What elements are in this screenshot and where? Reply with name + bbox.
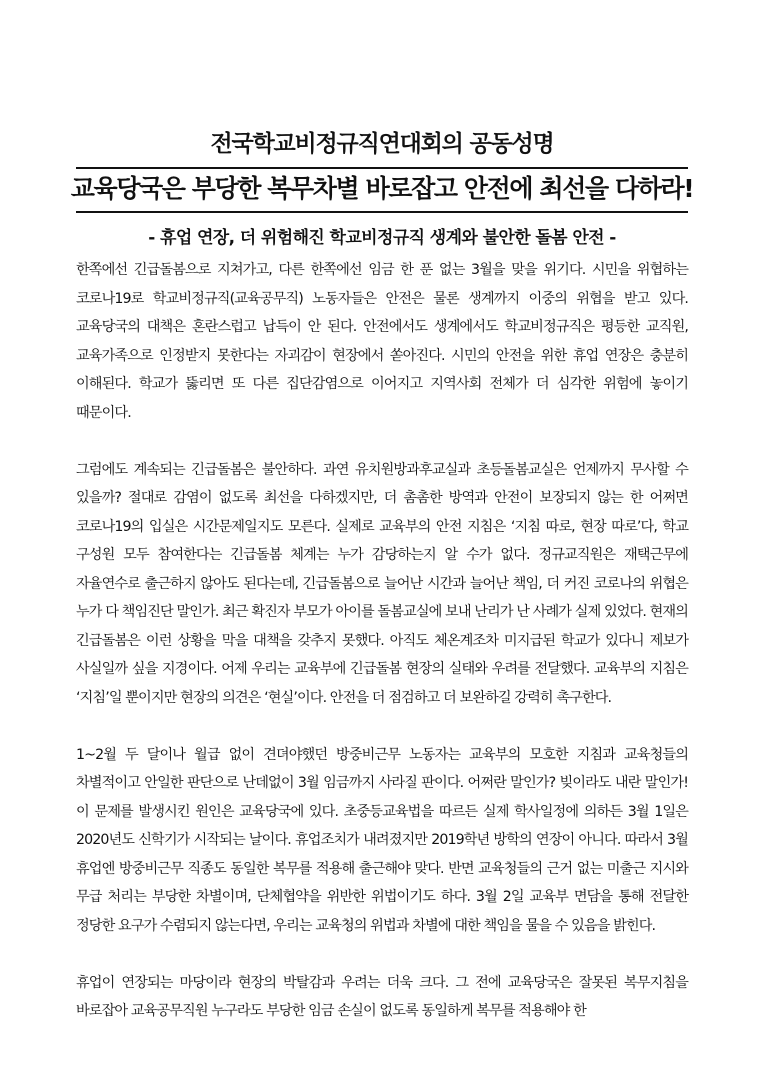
body-paragraph: 휴업이 연장되는 마당이라 현장의 박탈감과 우려는 더욱 크다. 그 전에 교육당국은 잘못된 복무지침을 바로잡아 교육공무직원 누구라도 부당한 임금 손실이 없도록 동일하게 복무를 적용해야 한 bbox=[76, 974, 688, 1019]
body-paragraph: 그럼에도 계속되는 긴급돌봄은 불안하다. 과연 유치원방과후교실과 초등돌봄교실은 언제까지 무사할 수 있을까? 절대로 감염이 없도록 최선을 다하겠지만, 더 촘촘한 방역과 안전이 보장되지 않는 한 어쩌면 코로나19의 입실은 시간문제일지도 모른다. 실제로 교육부의 안전 지침은 ‘지침 따로, 현장 따로’다, 학교 구성원 모두 참여한다는 긴급돌봄 체계는 누가 감당하는지 알 수가 없다. 정규교직원은 재택근무에 자율연수로 출근하지 않아도 된다는데, 긴급돌봄으로 늘어난 시간과 늘어난 책임, 더 커진 코로나의 위협은 누가 다 책임진단 말인가. 최근 확진자 부모가 아이를 돌봄교실에 보내 난리가 난 사례가 실제 있었다. 현재의 긴급돌봄은 이런 상황을 막을 대책을 갖추지 못했다. 아직도 체온계조차 미지급된 학교가 있다니 제보가 사실일까 싶을 지경이다. 어제 우리는 교육부에 긴급돌봄 현장의 실태와 우려를 전달했다. 교육부의 지침은 ‘지침’일 뿐이지만 현장의 의견은 ‘현실’이다. 안전을 더 점검하고 더 보완하길 강력히 촉구한다. bbox=[76, 461, 688, 706]
body-paragraph: 1~2월 두 달이나 월급 없이 견뎌야했던 방중비근무 노동자는 교육부의 모호한 지침과 교육청들의 차별적이고 안일한 판단으로 난데없이 3월 임금까지 사라질 판이다. 어쩌란 말인가? 빚이라도 내란 말인가! 이 문제를 발생시킨 원인은 교육당국에 있다. 초중등교육법을 따르든 실제 학사일정에 의하든 3월 1일은 2020년도 신학기가 시작되는 날이다. 휴업조치가 내려졌지만 2019학년 방학의 연장이 아니다. 따라서 3월 휴업엔 방중비근무 직종도 동일한 복무를 적용해 출근해야 맞다. 반면 교육청들의 근거 없는 미출근 지시와 무급 처리는 부당한 차별이며, 단체협약을 위반한 위법이기도 하다. 3월 2일 교육부 면담을 통해 전달한 정당한 요구가 수렴되지 않는다면, 우리는 교육청의 위법과 차별에 대한 책임을 물을 수 있음을 밝힌다. bbox=[76, 746, 688, 934]
statement-body bbox=[76, 256, 688, 1054]
statement-title: 전국학교비정규직연대회의 공동성명 bbox=[210, 131, 554, 157]
statement-subtitle: - 휴업 연장, 더 위험해진 학교비정규직 생계와 불안한 돌봄 안전 - bbox=[148, 228, 616, 248]
headline-top-rule bbox=[76, 167, 688, 169]
statement-headline: 교육당국은 부당한 복무차별 바로잡고 안전에 최선을 다하라! bbox=[70, 174, 694, 203]
body-paragraph: 한쪽에선 긴급돌봄으로 지쳐가고, 다른 한쪽에선 임금 한 푼 없는 3월을 맞을 위기다. 시민을 위협하는 코로나19로 학교비정규직(교육공무직) 노동자들은 안전은 물론 생계까지 이중의 위협을 받고 있다. 교육당국의 대책은 혼란스럽고 납득이 안 된다. 안전에서도 생계에서도 학교비정규직은 평등한 교직원, 교육가족으로 인정받지 못한다는 자괴감이 현장에서 쏟아진다. 시민의 안전을 위한 휴업 연장은 충분히 이해된다. 학교가 뚫리면 또 다른 집단감염으로 이어지고 지역사회 전체가 더 심각한 위험에 놓이기 때문이다. bbox=[76, 262, 688, 421]
headline-bottom-rule bbox=[76, 211, 688, 213]
